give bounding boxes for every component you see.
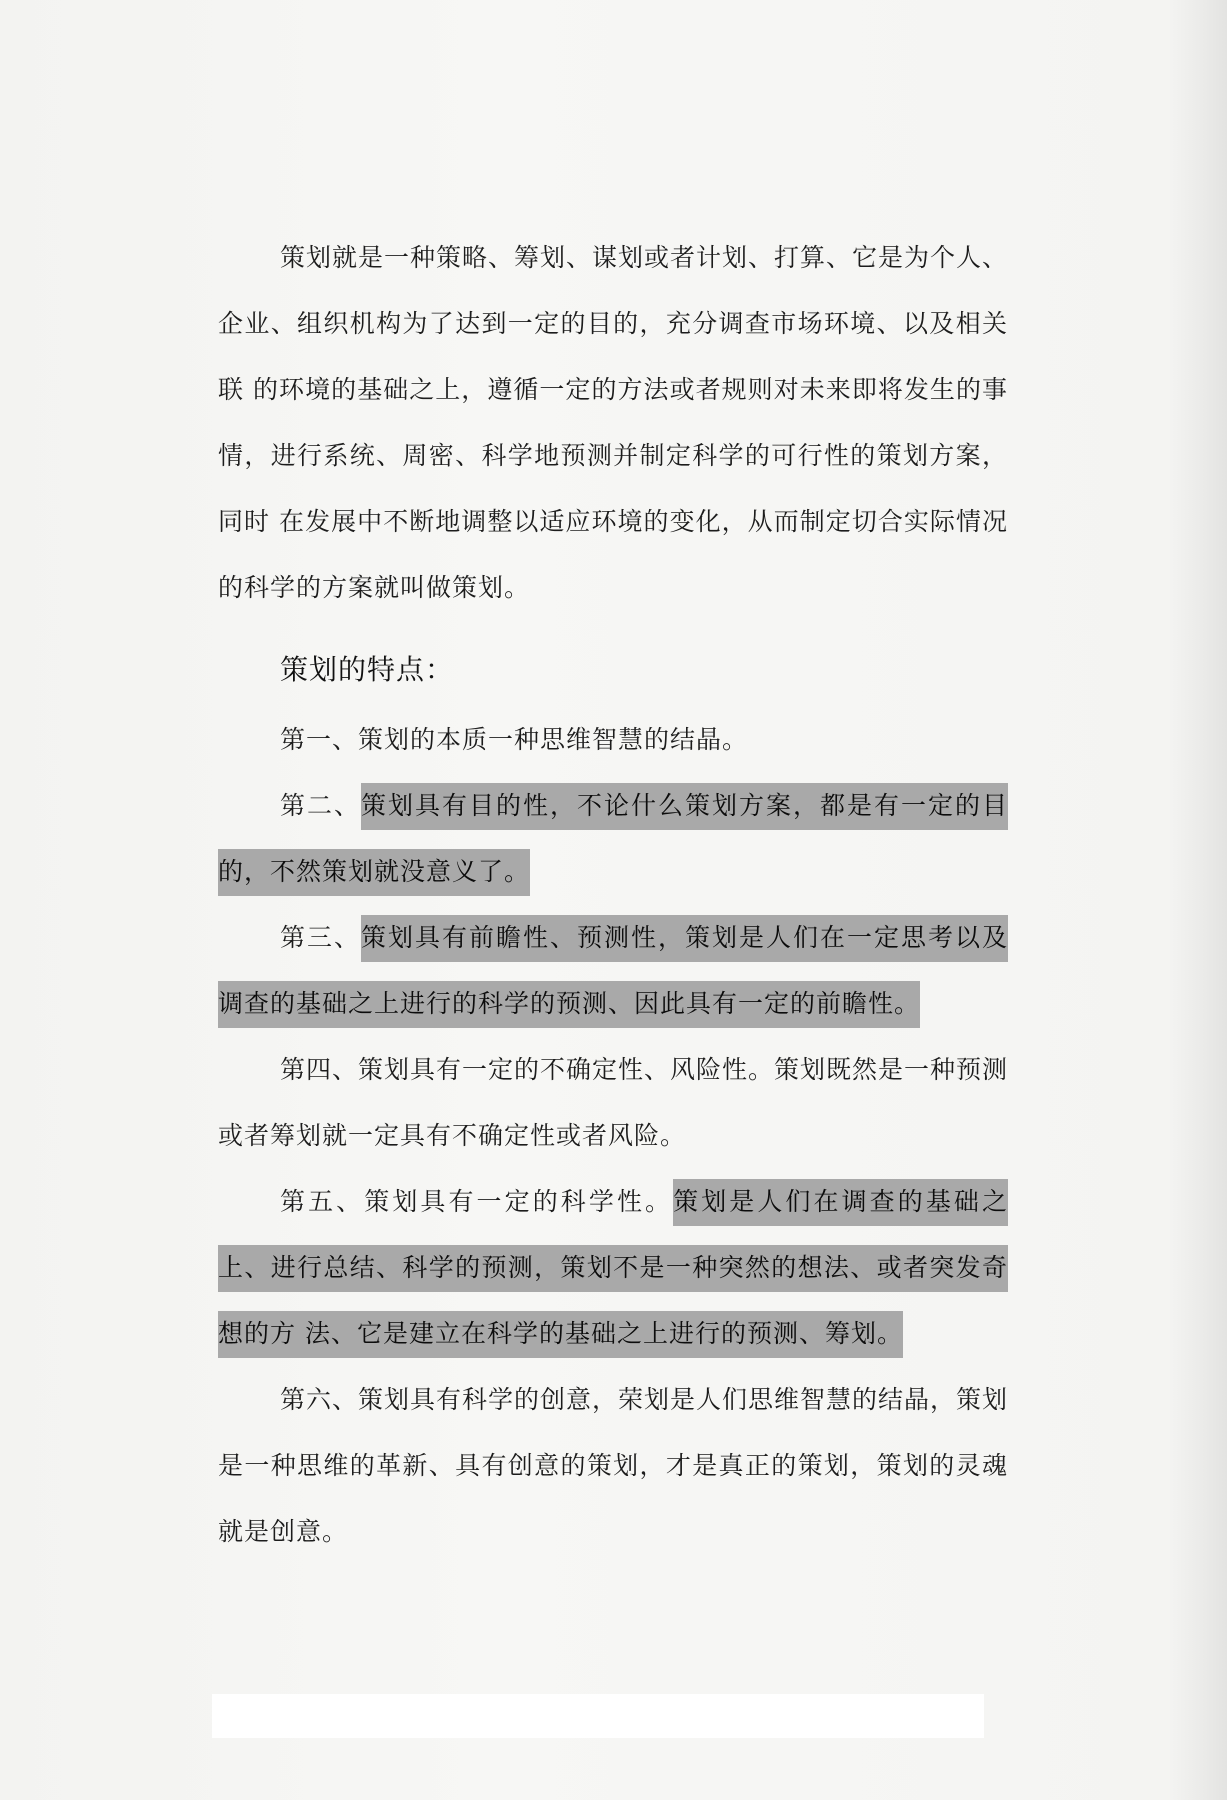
- feature-item-1-text: 第一、策划的本质一种思维智慧的结晶。: [280, 725, 749, 754]
- feature-item-3: [218, 905, 1008, 1037]
- features-list: [218, 707, 1008, 1565]
- feature-item-3-highlight: 策划具有前瞻性、预测性，策划是人们在一定思考以及调查的基础之上进行的科学的预测、因此具有一定的前瞻性。: [218, 915, 1008, 1028]
- feature-item-4: [218, 1037, 1008, 1169]
- feature-item-5-lead: 第五、策划具有一定的科学性。: [280, 1187, 674, 1216]
- section-heading: 策划的特点：: [280, 653, 455, 686]
- intro-section: [218, 225, 1008, 621]
- page-edge-shadow: [1167, 0, 1227, 1800]
- blank-strip: [212, 1694, 984, 1738]
- feature-item-2-highlight: 策划具有目的性，不论什么策划方案，都是有一定的目的，不然策划就没意义了。: [218, 783, 1008, 896]
- intro-paragraph: 策划就是一种策略、筹划、谋划或者计划、打算、它是为个人、企业、组织机构为了达到一定的目的，充分调查市场环境、以及相关联 的环境的基础之上，遵循一定的方法或者规则对未来即将发生的事情，进行系统、周密、科学地预测并制定科学的可行性的策划方案，同时 在发展中不断地调整以适应环境的变化，从而制定切合实际情况的科学的方案就叫做策划。: [218, 243, 1009, 602]
- feature-item-5-highlight: 策划是人们在调查的基础之上、进行总结、科学的预测，策划不是一种突然的想法、或者突发奇想的方 法、它是建立在科学的基础之上进行的预测、筹划。: [218, 1179, 1008, 1358]
- feature-item-1: [218, 707, 1008, 773]
- feature-item-3-lead: 第三、: [280, 923, 361, 952]
- feature-item-6-text: 第六、策划具有科学的创意，荣划是人们思维智慧的结晶，策划是一种思维的革新、具有创意的策划，才是真正的策划，策划的灵魂就是创意。: [218, 1385, 1009, 1546]
- feature-item-6: [218, 1367, 1008, 1565]
- feature-item-2-lead: 第二、: [280, 791, 361, 820]
- feature-item-2: [218, 773, 1008, 905]
- feature-item-5: [218, 1169, 1008, 1367]
- feature-item-4-text: 第四、策划具有一定的不确定性、风险性。策划既然是一种预测或者筹划就一定具有不确定性或者风险。: [218, 1055, 1009, 1150]
